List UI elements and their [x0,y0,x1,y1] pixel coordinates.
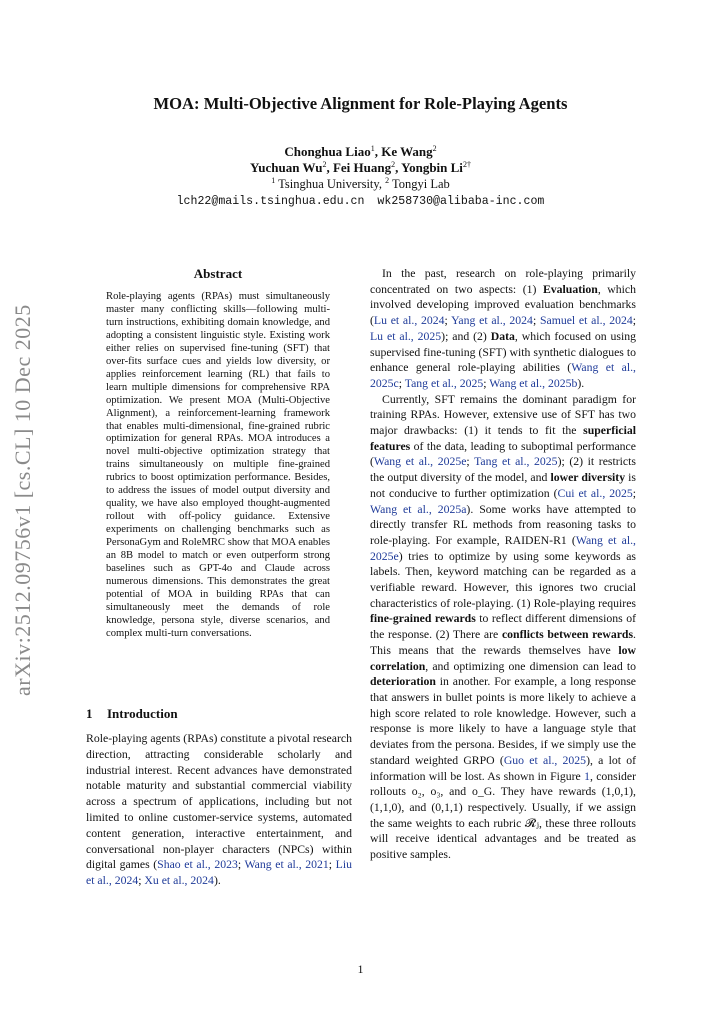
citation-link[interactable]: Tang et al., 2025 [474,455,558,469]
author-line-2: Yuchuan Wu$^2$, Fei Huang$^2$, Yongbin $Li^{2\dagger}$ [250,160,471,175]
author-name: Yongbin Li [401,160,463,175]
citation-link[interactable]: Guo et al., 2025 [503,753,587,767]
affiliations: $^1$ Tsinghua University, $^2$ Tongyi Lab [271,176,450,191]
citation-link[interactable]: Liu et al., 2024 [86,858,352,888]
citation-link[interactable]: Wang et al., 2025e [370,533,636,563]
citation-link[interactable]: Wang et al., 2021 [244,858,329,872]
citation-link[interactable]: Lu et al., 2024 [373,314,445,328]
paragraph: Currently, SFT remains the dominant paradigm for training RPAs. However, extensive use of SFT has two major drawbacks: (1) it tends to fit the superficial features of the data, leading to suboptimal performance (Wang et al., 2025e; Tang et al., 2025); (2) it restricts the output diversity of the model, and lower diversity is not conducive to further optimization (Cui et al., 2025; Wang et al., 2025a). Some works have attempted to directly transfer RL methods from reasoning tasks to role-playing. For example, RAIDEN-R1 (Wang et al., 2025e) tries to optimize by using some keywords as labels. Then, keyword matching can be regarded as a verifiable reward. However, this ignores two crucial characteristics of role-playing. (1) Role-playing requires fine-grained rewards to reflect different dimensions of the response. (2) There are conflicts between rewards. This means that the rewards themselves have low correlation, and optimizing one dimension can lead to deterioration in another. For example, a long response that answers in bullet points is more likely to achieve a high score related to role knowledge. However, such a response is more likely to have a language style that deviates from the persona. Besides, if we simply use the standard weighted GRPO (Guo et al., 2025), a lot of information will be lost. As shown in Figure 1, consider rollouts o₂, o₃, and o_G. They have rewards (1,0,1), (1,1,0), and (0,1,1) respectively. Usually, if we assign the same weights to each rubric 𝓡ⱼ, these three rollouts will receive identical advantages and be treated as positive samples. [370,392,637,862]
right-column-body [370,266,636,863]
figure-reference-link[interactable]: 1 [584,769,590,783]
page-number: 1 [357,962,364,976]
citation-link[interactable]: Yang et al., 2024 [451,314,533,328]
citation-link[interactable]: Wang et al., 2025e [373,455,467,469]
author-affiliation-mark: 2 [432,144,437,153]
author-name: Fei Huang [332,160,392,175]
author-name: Chonghua Liao [284,144,371,159]
citation-link[interactable]: Wang et al., 2025b [489,376,578,390]
citation-link[interactable]: Wang et al., 2025c [370,361,636,390]
section-heading-introduction: 1 Introduction [86,706,178,721]
citation-link[interactable]: Xu et al., 2024 [144,874,214,888]
intro-paragraph: Role-playing agents (RPAs) constitute a pivotal research direction, attracting considerable scholarly and industrial interest. Recent advances have demonstrated notable maturity and substantial commercial viability across a spectrum of applications, including but not limited to online customer-service systems, automated content generation, interactive entertainment, and conversational non-player characters (NPCs) within digital games (Shao et al., 2023; Wang et al., 2021; Liu et al., 2024; Xu et al., 2024). [86,732,352,888]
abstract-body: Role-playing agents (RPAs) must simultaneously master many conflicting skills—following multi-turn instructions, exhibiting domain knowledge, and adopting a consistent linguistic style. Existing work either relies on supervised fine-tuning (SFT) that over-fits surface cues and yields low diversity, or applies reinforcement learning (RL) that fails to learn multiple dimensions for comprehensive RPA optimization. We present MOA (Multi-Objective Alignment), a reinforcement-learning framework that enables multi-dimensional, fine-grained rubric optimization for general RPAs. MOA introduces a novel multi-objective optimization strategy that trains simultaneously on multiple fine-grained rubrics to boost optimization performance. Besides, to address the issues of model output diversity and quality, we have also employed thought-augmented rollout with off-policy guidance. Extensive experiments on challenging benchmarks such as PersonaGym and RoleMRC show that MOA enables an 8B model to match or even outperform strong baselines such as GPT-4o and Claude across numerous dimensions. This demonstrates the great potential of MOA in building RPAs that can simultaneously meet the demands of role knowledge, persona style, diverse scenarios, and complex multi-turn conversations. [106,291,330,639]
author-affiliation-mark: 1 [370,144,375,153]
citation-link[interactable]: Tang et al., 2025 [404,376,484,390]
citation-link[interactable]: Cui et al., 2025 [557,486,633,500]
citation-link[interactable]: Wang et al., 2025a [370,502,467,516]
author-line-1: Chonghua Liao$^1$, Ke Wang$^2$ [284,144,437,159]
author-affiliation-mark: 2 [322,160,327,169]
author-name: Ke Wang [381,144,433,159]
citation-link[interactable]: Shao et al., 2023 [157,858,238,872]
author-affiliation-mark: 2† [462,160,471,169]
author-affiliation-mark: 2 [391,160,396,169]
paragraph: In the past, research on role-playing primarily concentrated on two aspects: (1) Evaluation, which involved developing improved evaluation benchmarks (Lu et al., 2024; Yang et al., 2024; Samuel et al., 2024; Lu et al., 2025); and (2) Data, which focused on using supervised fine-tuning (SFT) with synthetic dialogues to enhance general role-playing abilities (Wang et al., 2025c; Tang et al., 2025; Wang et al., 2025b). [370,267,637,390]
author-name: Yuchuan Wu [250,160,323,175]
arxiv-stamp[interactable]: arXiv:2512.09756v1 [cs.CL] 10 Dec 2025 [10,304,35,696]
abstract-heading: Abstract [193,266,243,281]
citation-link[interactable]: Lu et al., 2025 [370,329,442,343]
author-emails[interactable]: lch22@mails.tsinghua.edu.cn wk258730@alibaba-inc.com [176,195,545,208]
citation-link[interactable]: Samuel et al., 2024 [539,314,633,328]
paper-title: MOA: Multi-Objective Alignment for Role-Playing Agents [153,94,568,113]
